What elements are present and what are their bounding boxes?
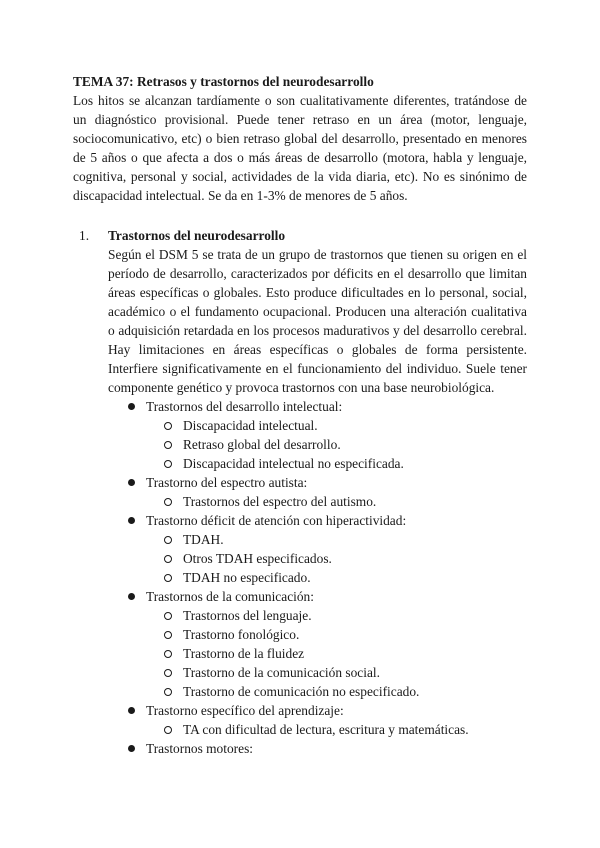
sub-list [146,720,527,739]
bullet-hollow-icon [164,669,172,677]
sub-list-item-label: TA con dificultad de lectura, escritura y matemáticas. [183,722,469,737]
sub-list [146,530,527,587]
bullet-hollow-icon [164,688,172,696]
sub-list-item-label: Trastornos del lenguaje. [183,608,312,623]
bullet-hollow-icon [164,536,172,544]
section-paragraph: Según el DSM 5 se trata de un grupo de trastornos que tienen su origen en el período de desarrollo, caracterizados por déficits en el desarrollo que limitan áreas específicas o globales. Esto produce dificultades en lo personal, social, académico o el fundamento ocupacional. Producen una alteración cualitativa o adquisición retardada en los procesos madurativos y del desarrollo cerebral. Hay limitaciones en áreas específicas o globales de forma persistente. Interfiere significativamente en el funcionamiento del individuo. Suele tener componente genético y provoca trastornos con una base neurobiológica. [108,247,527,395]
sub-list-item [146,644,527,663]
bullet-filled-icon [128,517,135,524]
document-page [73,72,527,758]
bullet-hollow-icon [164,422,172,430]
bullet-hollow-icon [164,460,172,468]
sub-list-item-label: TDAH no especificado. [183,570,311,585]
bullet-filled-icon [128,479,135,486]
sub-list-item-label: Discapacidad intelectual. [183,418,318,433]
list-item [108,587,527,701]
sub-list-item [146,568,527,587]
list-item [108,511,527,587]
bullet-hollow-icon [164,612,172,620]
bullet-hollow-icon [164,441,172,449]
list-item-label: Trastornos de la comunicación: [146,589,314,604]
sub-list-item-label: Otros TDAH especificados. [183,551,332,566]
bullet-hollow-icon [164,631,172,639]
section-body [108,226,527,758]
list-item-label: Trastorno déficit de atención con hiperactividad: [146,513,407,528]
sub-list-item [146,549,527,568]
bullet-hollow-icon [164,574,172,582]
bullet-hollow-icon [164,726,172,734]
list-item [108,473,527,511]
sub-list-item-label: TDAH. [183,532,224,547]
bullet-hollow-icon [164,498,172,506]
section-title: Trastornos del neurodesarrollo [108,228,286,243]
sub-list-item [146,682,527,701]
list-item [108,397,527,473]
sub-list-item [146,625,527,644]
intro-paragraph: Los hitos se alcanzan tardíamente o son cualitativamente diferentes, tratándose de un diagnóstico provisional. Puede tener retraso en un área (motor, lenguaje, sociocomunicativo, etc) o bien retraso global del desarrollo, presentado en menores de 5 años o que afecta a dos o más áreas de desarrollo (motora, habla y lenguaje, cognitiva, personal y social, actividades de la vida diaria, etc). No es sinónimo de discapacidad intelectual. Se da en 1-3% de menores de 5 años. [73,93,527,203]
sub-list-item [146,435,527,454]
bullet-filled-icon [128,745,135,752]
sub-list [146,606,527,701]
section-neurodesarrollo [73,226,527,758]
bullet-filled-icon [128,593,135,600]
sub-list-item [146,663,527,682]
sub-list-item [146,454,527,473]
sub-list [146,416,527,473]
sub-list [146,492,527,511]
bullet-filled-icon [128,403,135,410]
sub-list-item [146,530,527,549]
list-item-label: Trastornos motores: [146,741,254,756]
list-item-label: Trastorno específico del aprendizaje: [146,703,344,718]
disorder-list [108,397,527,758]
sub-list-item [146,606,527,625]
sub-list-item-label: Trastorno de la fluidez [183,646,305,661]
sub-list-item-label: Retraso global del desarrollo. [183,437,341,452]
sub-list-item-label: Discapacidad intelectual no especificada. [183,456,404,471]
list-item-label: Trastornos del desarrollo intelectual: [146,399,343,414]
sub-list-item-label: Trastornos del espectro del autismo. [183,494,377,509]
sub-list-item-label: Trastorno de comunicación no especificado. [183,684,420,699]
document-title: TEMA 37: Retrasos y trastornos del neurodesarrollo [73,74,374,89]
sub-list-item [146,720,527,739]
sub-list-item-label: Trastorno fonológico. [183,627,300,642]
bullet-filled-icon [128,707,135,714]
bullet-hollow-icon [164,555,172,563]
section-number: 1. [79,228,90,243]
sub-list-item [146,492,527,511]
sub-list-item [146,416,527,435]
list-item [108,739,527,758]
list-item [108,701,527,739]
bullet-hollow-icon [164,650,172,658]
list-item-label: Trastorno del espectro autista: [146,475,308,490]
sub-list-item-label: Trastorno de la comunicación social. [183,665,380,680]
